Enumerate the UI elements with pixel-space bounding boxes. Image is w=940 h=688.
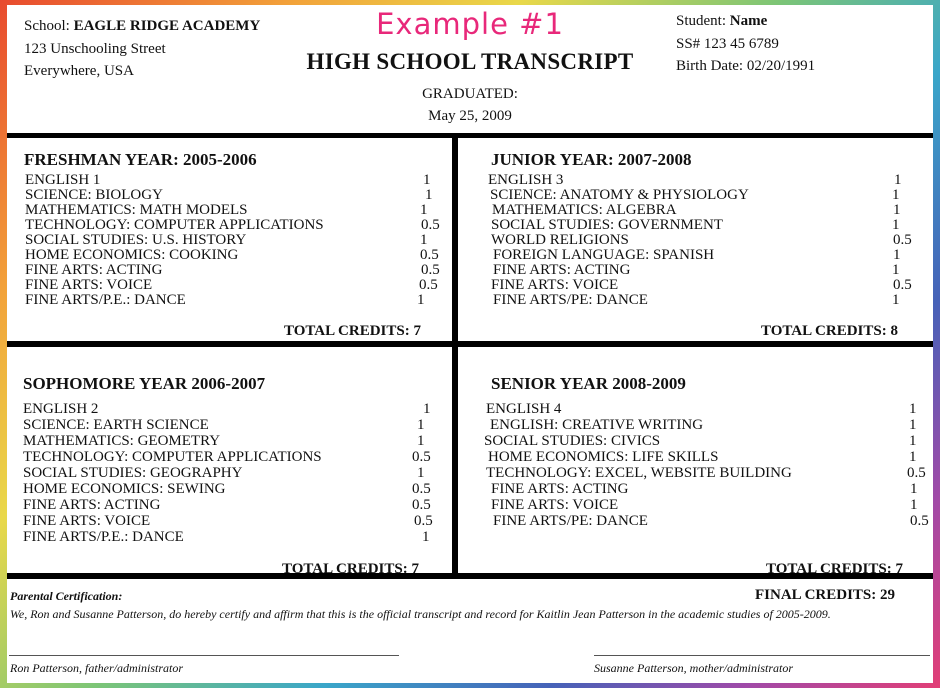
- course-row: [458, 466, 933, 481]
- course-credit: 1: [892, 262, 900, 278]
- course-row: [458, 263, 933, 278]
- school-label: School:: [24, 18, 70, 34]
- course-name-world-religions: WORLD RELIGIONS: [491, 232, 629, 248]
- course-name-fine-arts-pe-dance: FINE ARTS/PE: DANCE: [493, 292, 648, 308]
- course-name-english-3: ENGLISH 3: [488, 172, 564, 188]
- course-credit: 1: [909, 449, 917, 465]
- course-row: [458, 248, 933, 263]
- course-row: [7, 498, 452, 513]
- school-address-2: Everywhere, USA: [24, 63, 134, 79]
- course-row: [458, 450, 933, 465]
- course-row: [7, 530, 452, 545]
- course-name-fine-arts-voice: FINE ARTS: VOICE: [491, 277, 619, 293]
- course-credit: 0.5: [412, 449, 431, 465]
- course-name-english-creative-writing: ENGLISH: CREATIVE WRITING: [490, 417, 704, 433]
- year-sophomore: [7, 347, 452, 577]
- course-credit: 1: [417, 417, 425, 433]
- school-address-1: 123 Unschooling Street: [24, 40, 166, 57]
- signature-name-father: Ron Patterson, father/administrator: [10, 661, 184, 675]
- course-row: [458, 514, 933, 529]
- course-credit: 1: [893, 247, 901, 263]
- course-credit: 1: [425, 187, 433, 203]
- course-name-fine-arts-voice: FINE ARTS: VOICE: [23, 513, 151, 529]
- total-credits: TOTAL CREDITS: 7: [284, 323, 421, 339]
- graduated-date: May 25, 2009: [428, 108, 512, 124]
- course-credit: 0.5: [421, 217, 440, 233]
- course-row: [7, 466, 452, 481]
- course-row: [458, 203, 933, 218]
- course-row: [458, 418, 933, 433]
- course-credit: 0.5: [414, 513, 433, 529]
- course-row: [458, 482, 933, 497]
- course-credit: 0.5: [893, 232, 912, 248]
- course-name-fine-arts-acting: FINE ARTS: ACTING: [491, 481, 629, 497]
- course-row: [7, 218, 452, 233]
- final-credits: FINAL CREDITS: 29: [755, 587, 896, 603]
- total-credits: TOTAL CREDITS: 7: [282, 561, 419, 577]
- transcript-sheet: [7, 5, 933, 683]
- course-row: [7, 402, 452, 417]
- course-name-mathematics-algebra: MATHEMATICS: ALGEBRA: [492, 202, 677, 218]
- course-credit: 1: [894, 172, 902, 188]
- course-row: [458, 173, 933, 188]
- year-junior: [458, 138, 933, 341]
- course-credit: 0.5: [420, 247, 439, 263]
- course-credit: 0.5: [910, 513, 929, 529]
- course-credit: 0.5: [421, 262, 440, 278]
- course-credit: 0.5: [412, 481, 431, 497]
- course-credit: 0.5: [893, 277, 912, 293]
- course-credit: 1: [422, 529, 430, 545]
- course-row: [7, 173, 452, 188]
- course-credit: 1: [909, 417, 917, 433]
- year-freshman: [7, 138, 452, 341]
- graduated-label: GRADUATED:: [422, 86, 518, 102]
- course-row: [458, 498, 933, 513]
- course-credit: 1: [417, 292, 425, 308]
- course-row: [7, 203, 452, 218]
- student-info: [676, 10, 815, 78]
- course-credit: 1: [892, 292, 900, 308]
- course-name-home-economics-life-skills: HOME ECONOMICS: LIFE SKILLS: [488, 449, 719, 465]
- course-name-science-anatomy-physiology: SCIENCE: ANATOMY & PHYSIOLOGY: [490, 187, 749, 203]
- year-senior: [458, 347, 933, 577]
- student-birth-date: Birth Date: 02/20/1991: [676, 58, 816, 74]
- year-title: SENIOR YEAR 2008-2009: [491, 374, 686, 393]
- course-name-home-economics-sewing: HOME ECONOMICS: SEWING: [23, 481, 226, 497]
- signature-name-mother: Susanne Patterson, mother/administrator: [594, 661, 794, 675]
- course-name-social-studies-civics: SOCIAL STUDIES: CIVICS: [484, 433, 661, 449]
- course-credit: 1: [909, 433, 917, 449]
- course-name-fine-arts-acting: FINE ARTS: ACTING: [25, 262, 163, 278]
- course-row: [458, 218, 933, 233]
- course-name-social-studies-u-s-history: SOCIAL STUDIES: U.S. HISTORY: [25, 232, 247, 248]
- student-name: Name: [729, 13, 768, 29]
- total-credits: TOTAL CREDITS: 7: [766, 561, 903, 577]
- course-row: [458, 293, 933, 308]
- course-credit: 1: [909, 401, 917, 417]
- course-name-fine-arts-acting: FINE ARTS: ACTING: [23, 497, 161, 513]
- course-credit: 1: [910, 497, 918, 513]
- course-row: [7, 278, 452, 293]
- course-name-foreign-language-spanish: FOREIGN LANGUAGE: SPANISH: [493, 247, 715, 263]
- course-name-technology-computer-applications: TECHNOLOGY: COMPUTER APPLICATIONS: [25, 217, 324, 233]
- course-name-social-studies-geography: SOCIAL STUDIES: GEOGRAPHY: [23, 465, 243, 481]
- course-name-mathematics-math-models: MATHEMATICS: MATH MODELS: [25, 202, 248, 218]
- course-row: [7, 188, 452, 203]
- course-credit: 1: [420, 232, 428, 248]
- year-title: SOPHOMORE YEAR 2006-2007: [23, 374, 266, 393]
- course-name-fine-arts-voice: FINE ARTS: VOICE: [491, 497, 619, 513]
- course-name-science-biology: SCIENCE: BIOLOGY: [25, 187, 163, 203]
- student-ssn: SS# 123 45 6789: [676, 35, 779, 52]
- course-name-fine-arts-acting: FINE ARTS: ACTING: [493, 262, 631, 278]
- course-name-fine-arts-voice: FINE ARTS: VOICE: [25, 277, 153, 293]
- course-name-english-1: ENGLISH 1: [25, 172, 101, 188]
- school-name: EAGLE RIDGE ACADEMY: [73, 18, 261, 34]
- course-name-fine-arts-pe-dance: FINE ARTS/PE: DANCE: [493, 513, 648, 529]
- course-name-technology-excel-website-building: TECHNOLOGY: EXCEL, WEBSITE BUILDING: [486, 465, 792, 481]
- course-row: [7, 293, 452, 308]
- course-name-home-economics-cooking: HOME ECONOMICS: COOKING: [25, 247, 239, 263]
- course-credit: 1: [417, 433, 425, 449]
- course-name-english-2: ENGLISH 2: [23, 401, 99, 417]
- course-row: [7, 263, 452, 278]
- course-credit: 1: [423, 172, 431, 188]
- signature-line-mother: [594, 655, 930, 656]
- course-name-fine-arts-p-e-dance: FINE ARTS/P.E.: DANCE: [25, 292, 186, 308]
- course-credit: 1: [910, 481, 918, 497]
- course-credit: 1: [892, 187, 900, 203]
- course-name-science-earth-science: SCIENCE: EARTH SCIENCE: [23, 417, 209, 433]
- course-credit: 0.5: [419, 277, 438, 293]
- course-name-english-4: ENGLISH 4: [486, 401, 562, 417]
- course-credit: 1: [420, 202, 428, 218]
- year-title: JUNIOR YEAR: 2007-2008: [491, 150, 692, 169]
- graduation-info: [7, 83, 933, 127]
- certification-text: We, Ron and Susanne Patterson, do hereby certify and affirm that this is the official transcript and record for Kaitlin Jean Patterson in the academic studies of 2005-2009.: [10, 607, 831, 621]
- course-row: [458, 233, 933, 248]
- course-row: [7, 482, 452, 497]
- signature-line-father: [9, 655, 399, 656]
- course-row: [7, 434, 452, 449]
- course-row: [458, 434, 933, 449]
- student-label: Student:: [676, 13, 727, 29]
- course-name-social-studies-government: SOCIAL STUDIES: GOVERNMENT: [491, 217, 723, 233]
- year-title: FRESHMAN YEAR: 2005-2006: [24, 150, 257, 169]
- course-row: [458, 402, 933, 417]
- course-name-technology-computer-applications: TECHNOLOGY: COMPUTER APPLICATIONS: [23, 449, 322, 465]
- course-row: [7, 233, 452, 248]
- course-row: [7, 450, 452, 465]
- course-credit: 1: [893, 202, 901, 218]
- total-credits: TOTAL CREDITS: 8: [761, 323, 898, 339]
- course-row: [458, 278, 933, 293]
- course-row: [7, 418, 452, 433]
- certification-label: Parental Certification:: [10, 589, 123, 603]
- course-row: [458, 188, 933, 203]
- course-name-mathematics-geometry: MATHEMATICS: GEOMETRY: [23, 433, 221, 449]
- course-credit: 0.5: [907, 465, 926, 481]
- course-credit: 1: [417, 465, 425, 481]
- course-credit: 1: [892, 217, 900, 233]
- course-row: [7, 514, 452, 529]
- course-row: [7, 248, 452, 263]
- page-title: HIGH SCHOOL TRANSCRIPT: [306, 49, 634, 74]
- course-name-fine-arts-p-e-dance: FINE ARTS/P.E.: DANCE: [23, 529, 184, 545]
- example-label: Example #1: [376, 7, 564, 41]
- course-credit: 1: [423, 401, 431, 417]
- course-credit: 0.5: [412, 497, 431, 513]
